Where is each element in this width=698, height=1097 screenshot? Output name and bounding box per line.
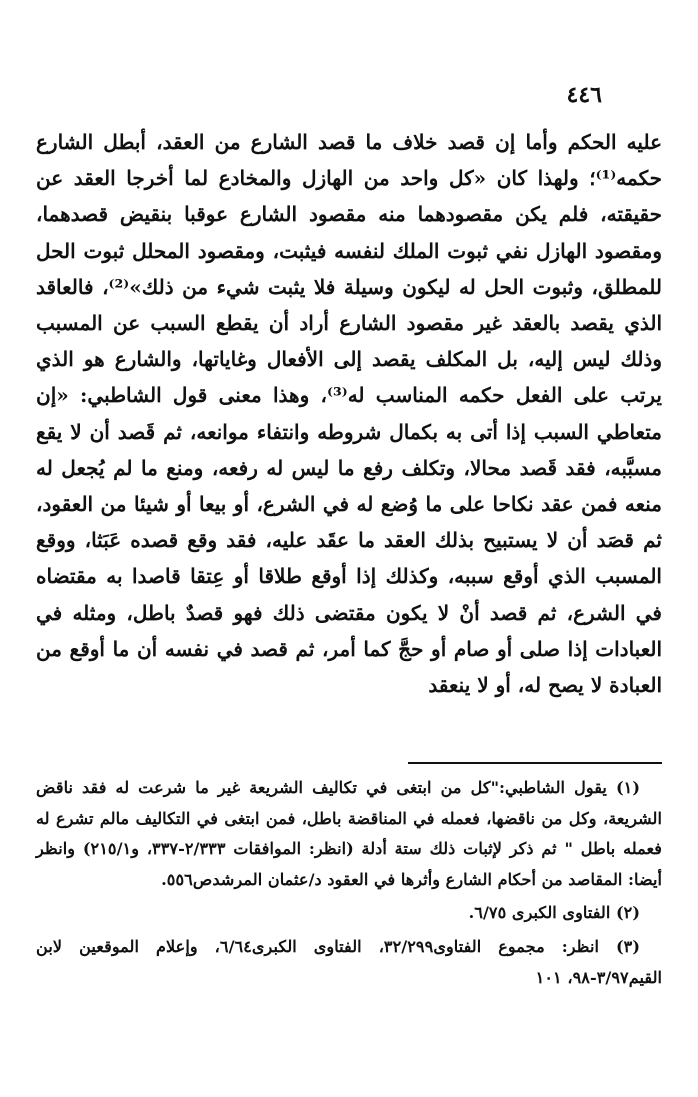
main-paragraph: عليه الحكم وأما إن قصد خلاف ما قصد الشارع من العقد، أبطل الشارع حكمه⁽¹⁾؛ ولهذا كان «كل واحد من الهازل والمخادع لما أخرجا العقد عن حقيقته، فلم يكن مقصودهما منه مقصود الشارع عوقبا بنقيض قصدهما، ومقصود الهازل نفي ثبوت الملك لنفسه فيثبت، ومقصود المحلل ثبوت الحل للمطلق، وثبوت الحل له ليكون وسيلة فلا يثبت شيء من ذلك»⁽²⁾، فالعاقد الذي يقصد بالعقد غير مقصود الشارع أراد أن يقطع السبب عن المسبب وذلك ليس إليه، بل المكلف يقصد إلى الأفعال وغاياتها، والشارع هو الذي يرتب على الفعل حكمه المناسب له⁽³⁾، وهذا معنى قول الشاطبي: «إن متعاطي السبب إذا أتى به بكمال شروطه وانتفاء موانعه، ثم قَصد أن لا يقع مسبَّبه، فقد قَصد محالا، وتكلف رفع ما ليس له رفعه، ومنع ما لم يُجعل له منعه فمن عقد نكاحا على ما وُضع له في الشرع، أو بيعا أو شيئا من العقود، ثم قصَد أن لا يستبيح بذلك العقد ما عقَد عليه، فقد وقع قصده عَبَثا، ووقع المسبب الذي أوقع سببه، وكذلك إذا أوقع طلاقا أو عِتقا قاصدا به مقتضاه في الشرع، ثم قصد أنْ لا يكون مقتضى ذلك فهو قصدٌ باطل، ومثله في العبادات إذا صلى أو صام أو حجَّ كما أمر، ثم قصد في نفسه أن ما أوقع من العبادة لا يصح له، أو لا ينعقد: [36, 130, 662, 698]
footnote-3: (٣) انظر: مجموع الفتاوى٣٢/٢٩٩، الفتاوى الكبرى٦/٦٤، وإعلام الموقعين لابن القيم٣/٩٧-٩٨، ١٠١: [36, 936, 662, 987]
main-text: [36, 124, 662, 703]
page-number: ٤٤٦: [566, 82, 602, 108]
footnote-1: (١) يقول الشاطبي:"كل من ابتغى في تكاليف الشريعة غير ما شرعت له فقد ناقض الشريعة، وكل من ناقضها، فعمله في المناقضة باطل، فمن ابتغى في التكاليف مالم تشرع له فعمله باطل " ثم ذكر لإثبات ذلك ستة أدلة (انظر: الموافقات ٢/٣٣٣-٣٣٧، و٢١٥/١) وانظر أيضا: المقاصد من أحكام الشارع وأثرها في العقود د/عثمان المرشدص٥٥٦.: [36, 778, 663, 889]
footnote-divider: [408, 762, 662, 764]
footnotes: [36, 773, 662, 996]
footnote-2: (٢) الفتاوى الكبرى ٦/٧٥.: [468, 903, 640, 923]
